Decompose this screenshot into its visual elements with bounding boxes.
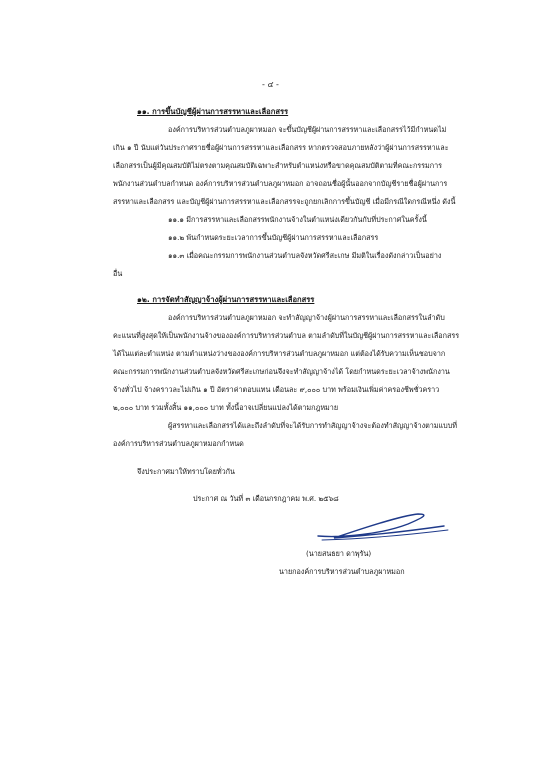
section-12-line: คณะกรรมการพนักงานส่วนตำบลจังหวัดศรีสะเกษก่อนจึงจะทำสัญญาจ้างได้ โดยกำหนดระยะเวลาจ้างพนักงาน — [113, 367, 450, 376]
section-12-heading: ๑๒. การจัดทำสัญญาจ้างผู้ผ่านการสรรหาและเลือกสรร — [137, 295, 315, 304]
section-11-item-1: ๑๑.๑ มีการสรรหาและเลือกสรรพนักงานจ้างในตำแหน่งเดียวกันกับที่ประกาศในครั้งนี้ — [168, 215, 427, 224]
announcement-date: ประกาศ ณ วันที่ ๓ เดือนกรกฎาคม พ.ศ. ๒๕๖๘ — [193, 494, 339, 503]
section-11-line: เกิน ๑ ปี นับแต่วันประกาศรายชื่อผู้ผ่านการสรรหาและเลือกสรร หากตรวจสอบภายหลังว่าผู้ผ่านการสรรหาและ — [113, 143, 449, 152]
section-11-heading: ๑๑. การขึ้นบัญชีผู้ผ่านการสรรหาและเลือกสรร — [137, 107, 289, 116]
section-12-line: ผู้สรรหาและเลือกสรรได้และถึงลำดับที่จะได้รับการทำสัญญาจ้างจะต้องทำสัญญาจ้างตามแบบที่ — [168, 421, 458, 430]
closing-text: จึงประกาศมาให้ทราบโดยทั่วกัน — [137, 467, 235, 476]
section-12-line: ได้ในแต่ละตำแหน่ง ตามตำแหน่งว่างขององค์การบริหารส่วนตำบลภูผาหมอก แต่ต้องได้รับความเห็นชอบจาก — [113, 349, 446, 358]
signer-name: (นายสนธยา ดาพุรัน) — [306, 549, 372, 558]
signer-title: นายกองค์การบริหารส่วนตำบลภูผาหมอก — [279, 567, 405, 576]
section-12-line: คะแนนที่สูงสุดให้เป็นพนักงานจ้างขององค์การบริหารส่วนตำบล ตามลำดับที่ในบัญชีผู้ผ่านการสรรหาและเลือกสรร — [113, 331, 460, 340]
section-11-line: เลือกสรรเป็นผู้มีคุณสมบัติไม่ตรงตามคุณสมบัติเฉพาะสำหรับตำแหน่งหรือขาดคุณสมบัติตามที่คณะกรรมการ — [113, 161, 443, 170]
section-11-line: พนักงานส่วนตำบลกำหนด องค์การบริหารส่วนตำบลภูผาหมอก อาจถอนชื่อผู้นั้นออกจากบัญชีรายชื่อผู้ผ่านการ — [113, 179, 448, 188]
section-12-line: ๒,๐๐๐ บาท รวมทั้งสิ้น ๑๑,๐๐๐ บาท ทั้งนี้อาจเปลี่ยนแปลงได้ตามกฎหมาย — [113, 403, 339, 412]
section-11-item-3: ๑๑.๓ เมื่อคณะกรรมการพนักงานส่วนตำบลจังหวัดศรีสะเกษ มีมติในเรื่องดังกล่าวเป็นอย่าง — [168, 251, 442, 260]
signature-image — [312, 508, 452, 544]
section-12-line: จ้างทั่วไป จ้างคราวละไม่เกิน ๑ ปี อัตราค่าตอบแทน เดือนละ ๙,๐๐๐ บาท พร้อมเงินเพิ่มค่าครองชีพชั่วคราว — [113, 385, 440, 394]
section-12-line: องค์การบริหารส่วนตำบลภูผาหมอกกำหนด — [113, 439, 244, 448]
section-11-line: องค์การบริหารส่วนตำบลภูผาหมอก จะขึ้นบัญชีผู้ผ่านการสรรหาและเลือกสรรไว้มีกำหนดไม่ — [168, 125, 447, 134]
section-11-item-2: ๑๑.๒ พ้นกำหนดระยะเวลาการขึ้นบัญชีผู้ผ่านการสรรหาและเลือกสรร — [168, 233, 379, 242]
section-12-line: องค์การบริหารส่วนตำบลภูผาหมอก จะทำสัญญาจ้างผู้ผ่านการสรรหาและเลือกสรรในลำดับ — [168, 313, 445, 322]
section-11-line: สรรหาและเลือกสรร และบัญชีผู้ผ่านการสรรหาและเลือกสรรจะถูกยกเลิกการขึ้นบัญชี เมื่อมีกรณีใดกรณีหนึ่ง ดังนี้ — [113, 197, 456, 206]
section-11-line: อื่น — [113, 269, 123, 278]
page-number: - ๔ - — [262, 80, 279, 89]
